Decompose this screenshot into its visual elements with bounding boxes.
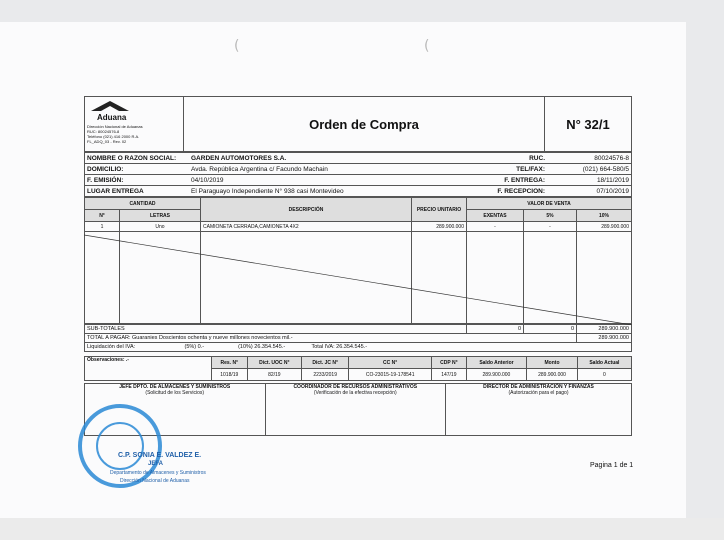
totals-table: SUB-TOTALES 0 0 289.900.000 TOTAL A PAGAR: Guaranies Doscientos ochenta y nueve millones novecientos mil.- 289.900.000 Liquidación del IVA: (5%) 0.- (10%) 26.354.545.- Total IVA: 26.354.545.- — [84, 324, 632, 352]
stamp-dept: Departamento de Almacenes y Suministros — [110, 470, 206, 476]
void-line — [84, 233, 632, 325]
signature-box-coordinador: COORDINADOR DE RECURSOS ADMINISTRATIVOS (Verificación de la efectiva recepción) — [265, 384, 446, 436]
signature-box-almacenes: JEFE DPTO. DE ALMACENES Y SUMINISTROS (Solicitud de los Servicios) — [85, 384, 266, 436]
supplier-info: NOMBRE O RAZON SOCIAL: GARDEN AUTOMOTORES S.A. RUC. 80024576-8 DOMICILIO: Avda. República Argentina c/ Facundo Machain TEL/FAX: (021) 664-580/5 F. EMISIÓN: 04/10/2019 F. ENTREGA: 18/11/2019 LUGAR ENTREGA El Paraguayo Independiente N° 938 casi Montevideo F. RECEPCION: 07/10/2019 — [84, 152, 632, 197]
aduana-logo-icon — [87, 100, 133, 112]
scan-mark: ( — [234, 38, 240, 54]
logo-text: Aduana — [97, 113, 127, 122]
page-title: Orden de Compra — [184, 97, 545, 152]
form-header — [84, 96, 632, 152]
stamp-name: C.P. SONIA E. VALDEZ E. — [118, 452, 202, 459]
items-block — [84, 197, 632, 324]
org-info: Dirección Nacional de Aduanas RUC: 80024576-8 Teléfono (021) 416 2000 R.A. FL_ADQ_03 - Rev. 02 — [87, 124, 143, 144]
purchase-order-form — [84, 96, 632, 436]
scan-mark: ( — [424, 38, 430, 54]
signature-box-director: DIRECTOR DE ADMINISTRACIÓN Y FINANZAS (Autorización para el pago) — [446, 384, 632, 436]
signatures-table — [84, 383, 632, 436]
page-gap — [0, 518, 724, 540]
page-counter: Pagina 1 de 1 — [590, 462, 634, 469]
logo-block — [85, 97, 184, 152]
iva-row: Liquidación del IVA: (5%) 0.- (10%) 26.354.545.- Total IVA: 26.354.545.- — [85, 343, 632, 352]
items-table: CANTIDAD DESCRIPCIÓN PRECIO UNITARIO VALOR DE VENTA N° LETRAS EXENTAS 5% 10% 1 Uno CAMIONETA CERRADA,CAMIONETA 4X2 289.900.000 - - 289.900.000 — [84, 197, 632, 324]
table-row: 1018/19 82/19 2233/2019 CO-23015-19-178541 147/19 289.900.000 289.900.000 0 — [85, 369, 632, 381]
table-row: 1 Uno CAMIONETA CERRADA,CAMIONETA 4X2 289.900.000 - - 289.900.000 — [85, 222, 632, 232]
stamp-role: JEFA — [148, 461, 164, 467]
order-number: N° 32/1 — [545, 97, 632, 152]
observations-table: Observaciones: .- Res. N° Dict. UOC N° Dict. JC N° CC N° CDP N° Saldo Anterior Monto Saldo Actual 1018/19 82/19 2233/2019 CO-23015-19-178541 147/19 289.900.000 289.900.000 0 — [84, 356, 632, 381]
stamp-org: Dirección Nacional de Aduanas — [120, 478, 190, 484]
